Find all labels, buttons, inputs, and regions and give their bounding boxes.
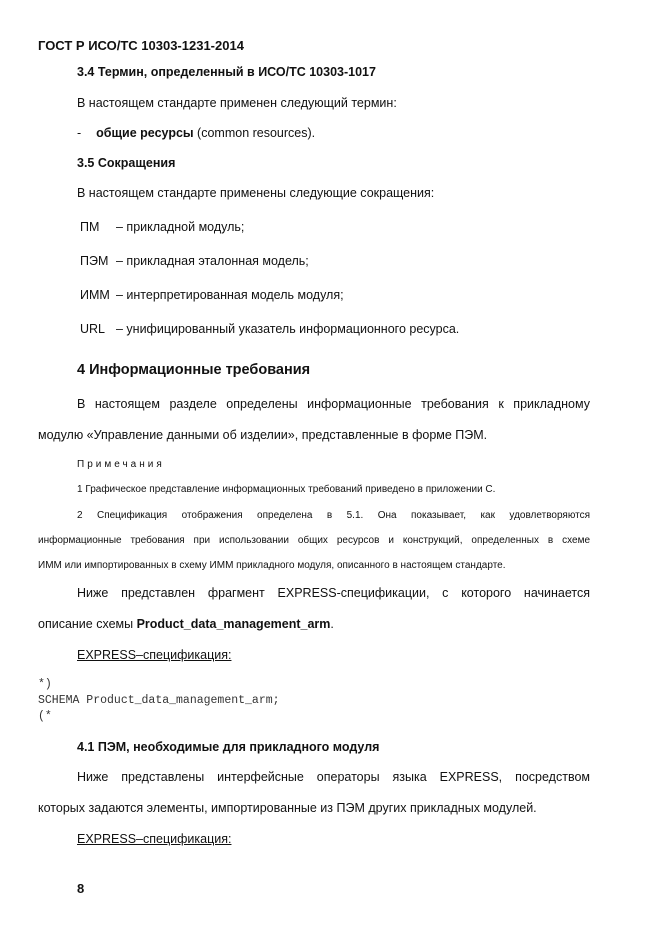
abbr-key: ПЭМ [80,254,109,268]
abbr-key: ПМ [80,220,100,234]
note-1: 1 Графическое представление информационных требований приведено в приложении С. [77,484,496,495]
page-number: 8 [77,881,85,896]
term-dash: - [77,126,82,140]
schema-name: Product_data_management_arm [136,617,331,631]
schema-intro-prefix: описание схемы [38,617,137,631]
note-2-line: 2 Спецификация отображения определена в 5.1. Она показывает, как удовлетворяются [77,510,590,521]
express-spec-label: EXPRESS–спецификация: [77,648,232,662]
document-header: ГОСТ Р ИСО/ТС 10303-1231-2014 [38,38,244,53]
schema-intro-suffix: . [330,617,334,631]
section-4-1-paragraph-line: Ниже представлены интерфейсные операторы языка EXPRESS, посредством [77,770,590,784]
note-2-line: информационные требования при использовании общих ресурсов и конструкций, определенных в схеме [38,535,590,546]
section-4-paragraph-line: В настоящем разделе определены информационные требования к прикладному [77,397,590,411]
abbr-definition: – интерпретированная модель модуля; [116,288,344,302]
abbr-definition: – прикладной модуль; [116,220,245,234]
section-4-1-paragraph-line: которых задаются элементы, импортированные из ПЭМ других прикладных модулей. [38,801,537,815]
term-english: (common resources). [193,126,316,140]
section-3-5-heading: 3.5 Сокращения [77,156,176,170]
code-line: (* [38,710,52,723]
notes-title: Примечания [77,459,165,470]
section-4-heading: 4 Информационные требования [77,362,311,378]
abbr-key: URL [80,322,106,336]
abbr-key: ИММ [80,288,110,302]
abbr-definition: – прикладная эталонная модель; [116,254,309,268]
section-4-paragraph-line: модулю «Управление данными об изделии», представленные в форме ПЭМ. [38,428,488,442]
term-item [77,126,315,140]
section-3-5-intro: В настоящем стандарте применены следующие сокращения: [77,186,435,200]
section-4-paragraph-line: Ниже представлен фрагмент EXPRESS-спецификации, с которого начинается [77,586,590,600]
code-line: SCHEMA Product_data_management_arm; [38,694,280,707]
section-3-4-intro: В настоящем стандарте применен следующий термин: [77,96,397,110]
schema-intro-line [38,617,334,631]
express-spec-label: EXPRESS–спецификация: [77,832,232,846]
section-3-4-heading: 3.4 Термин, определенный в ИСО/ТС 10303-1017 [77,65,376,79]
term-name: общие ресурсы [96,126,194,140]
note-2-line: ИММ или импортированных в схему ИММ прикладного модуля, описанного в настоящем стандарте. [38,560,506,571]
abbr-definition: – унифицированный указатель информационного ресурса. [116,322,460,336]
code-line: *) [38,678,52,691]
section-4-1-heading: 4.1 ПЭМ, необходимые для прикладного модуля [77,740,380,754]
